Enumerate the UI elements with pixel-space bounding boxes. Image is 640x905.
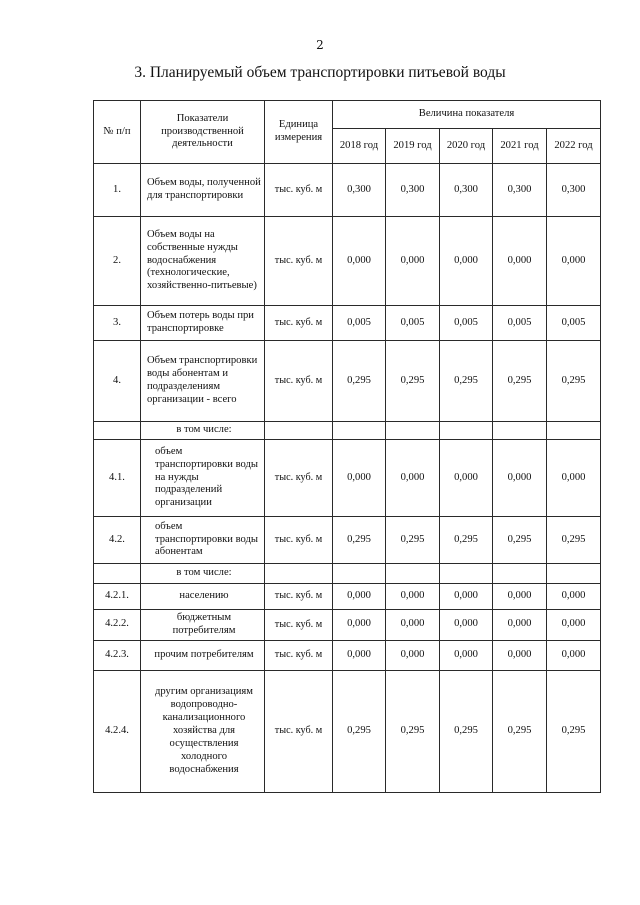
header-unit: Единица измерения xyxy=(265,101,333,164)
row-indicator: в том числе: xyxy=(141,422,265,440)
transport-volume-table xyxy=(93,100,601,793)
row-value: 0,000 xyxy=(333,640,386,670)
row-value: 0,300 xyxy=(547,164,601,217)
row-value xyxy=(547,564,601,584)
row-value: 0,295 xyxy=(440,670,493,792)
table-row xyxy=(94,640,601,670)
header-year: 2020 год xyxy=(440,129,493,164)
row-number: 4.2. xyxy=(94,517,141,564)
row-indicator: Объем потерь воды при транспортировке xyxy=(141,306,265,341)
row-number: 1. xyxy=(94,164,141,217)
row-value: 0,005 xyxy=(440,306,493,341)
header-indicator: Показатели производственной деятельности xyxy=(141,101,265,164)
row-unit: тыс. куб. м xyxy=(265,440,333,517)
row-indicator: бюджетным потребителям xyxy=(141,610,265,641)
row-number xyxy=(94,422,141,440)
row-indicator: Объем воды на собственные нужды водоснабжения (технологические, хозяйственно-питьевые) xyxy=(141,217,265,306)
row-value: 0,000 xyxy=(333,584,386,610)
row-indicator: Объем транспортировки воды абонентам и подразделениям организации - всего xyxy=(141,341,265,422)
row-value: 0,000 xyxy=(547,610,601,641)
row-value xyxy=(493,564,547,584)
row-value: 0,295 xyxy=(333,670,386,792)
row-value: 0,005 xyxy=(386,306,440,341)
row-unit: тыс. куб. м xyxy=(265,517,333,564)
row-value xyxy=(333,422,386,440)
row-indicator: Объем воды, полученной для транспортировки xyxy=(141,164,265,217)
row-value: 0,000 xyxy=(440,610,493,641)
row-value: 0,300 xyxy=(493,164,547,217)
header-year: 2022 год xyxy=(547,129,601,164)
row-value: 0,000 xyxy=(386,584,440,610)
row-value: 0,000 xyxy=(333,217,386,306)
row-value: 0,000 xyxy=(386,217,440,306)
row-value: 0,000 xyxy=(493,610,547,641)
header-year: 2019 год xyxy=(386,129,440,164)
row-value: 0,295 xyxy=(493,670,547,792)
row-value: 0,295 xyxy=(547,517,601,564)
row-value: 0,295 xyxy=(333,517,386,564)
table-row xyxy=(94,564,601,584)
row-value: 0,000 xyxy=(547,584,601,610)
table-row xyxy=(94,670,601,792)
row-value: 0,000 xyxy=(440,440,493,517)
table-row xyxy=(94,422,601,440)
row-number: 4.2.1. xyxy=(94,584,141,610)
row-unit: тыс. куб. м xyxy=(265,306,333,341)
table-row xyxy=(94,517,601,564)
row-value: 0,295 xyxy=(493,341,547,422)
row-value: 0,000 xyxy=(386,640,440,670)
row-indicator: в том числе: xyxy=(141,564,265,584)
row-number: 4.1. xyxy=(94,440,141,517)
row-indicator: прочим потребителям xyxy=(141,640,265,670)
row-value: 0,295 xyxy=(440,341,493,422)
row-value: 0,000 xyxy=(493,440,547,517)
row-indicator: объем транспортировки воды на нужды подразделений организации xyxy=(141,440,265,517)
row-number: 4.2.4. xyxy=(94,670,141,792)
table-row xyxy=(94,306,601,341)
row-unit: тыс. куб. м xyxy=(265,341,333,422)
row-value: 0,000 xyxy=(547,640,601,670)
table-row xyxy=(94,610,601,641)
row-value xyxy=(493,422,547,440)
row-indicator: объем транспортировки воды абонентам xyxy=(141,517,265,564)
row-unit: тыс. куб. м xyxy=(265,217,333,306)
header-year: 2021 год xyxy=(493,129,547,164)
row-value xyxy=(547,422,601,440)
table-row xyxy=(94,341,601,422)
row-unit: тыс. куб. м xyxy=(265,164,333,217)
row-value: 0,295 xyxy=(493,517,547,564)
row-value: 0,000 xyxy=(333,610,386,641)
row-value: 0,295 xyxy=(386,670,440,792)
row-unit xyxy=(265,422,333,440)
header-value-group: Величина показателя xyxy=(333,101,601,129)
row-number: 3. xyxy=(94,306,141,341)
row-unit: тыс. куб. м xyxy=(265,584,333,610)
row-value xyxy=(440,422,493,440)
row-value: 0,295 xyxy=(547,341,601,422)
row-value: 0,300 xyxy=(386,164,440,217)
row-value: 0,005 xyxy=(547,306,601,341)
row-value: 0,295 xyxy=(386,341,440,422)
row-unit: тыс. куб. м xyxy=(265,640,333,670)
row-value: 0,000 xyxy=(493,217,547,306)
page-title: 3. Планируемый объем транспортировки питьевой воды xyxy=(134,64,506,81)
row-number: 4.2.2. xyxy=(94,610,141,641)
row-value: 0,000 xyxy=(493,584,547,610)
row-number: 4. xyxy=(94,341,141,422)
table-row xyxy=(94,440,601,517)
row-value: 0,000 xyxy=(386,440,440,517)
row-value: 0,000 xyxy=(440,217,493,306)
row-value xyxy=(386,564,440,584)
row-indicator: населению xyxy=(141,584,265,610)
row-value: 0,000 xyxy=(333,440,386,517)
row-unit: тыс. куб. м xyxy=(265,610,333,641)
row-unit: тыс. куб. м xyxy=(265,670,333,792)
row-number: 4.2.3. xyxy=(94,640,141,670)
row-value: 0,000 xyxy=(493,640,547,670)
table-row xyxy=(94,164,601,217)
row-value: 0,000 xyxy=(440,584,493,610)
row-value: 0,300 xyxy=(333,164,386,217)
page-number: 2 xyxy=(316,38,324,52)
row-value xyxy=(333,564,386,584)
row-value: 0,295 xyxy=(333,341,386,422)
row-value xyxy=(440,564,493,584)
header-num: № п/п xyxy=(94,101,141,164)
row-value: 0,295 xyxy=(547,670,601,792)
row-unit xyxy=(265,564,333,584)
row-value: 0,295 xyxy=(386,517,440,564)
table-row xyxy=(94,217,601,306)
row-value: 0,005 xyxy=(333,306,386,341)
header-year: 2018 год xyxy=(333,129,386,164)
row-value xyxy=(386,422,440,440)
row-indicator: другим организациям водопроводно-канализационного хозяйства для осуществления холодного водоснабжения xyxy=(141,670,265,792)
row-value: 0,000 xyxy=(547,440,601,517)
row-value: 0,300 xyxy=(440,164,493,217)
table-row xyxy=(94,584,601,610)
row-value: 0,000 xyxy=(386,610,440,641)
row-value: 0,005 xyxy=(493,306,547,341)
row-value: 0,000 xyxy=(440,640,493,670)
row-value: 0,000 xyxy=(547,217,601,306)
row-number: 2. xyxy=(94,217,141,306)
row-value: 0,295 xyxy=(440,517,493,564)
row-number xyxy=(94,564,141,584)
